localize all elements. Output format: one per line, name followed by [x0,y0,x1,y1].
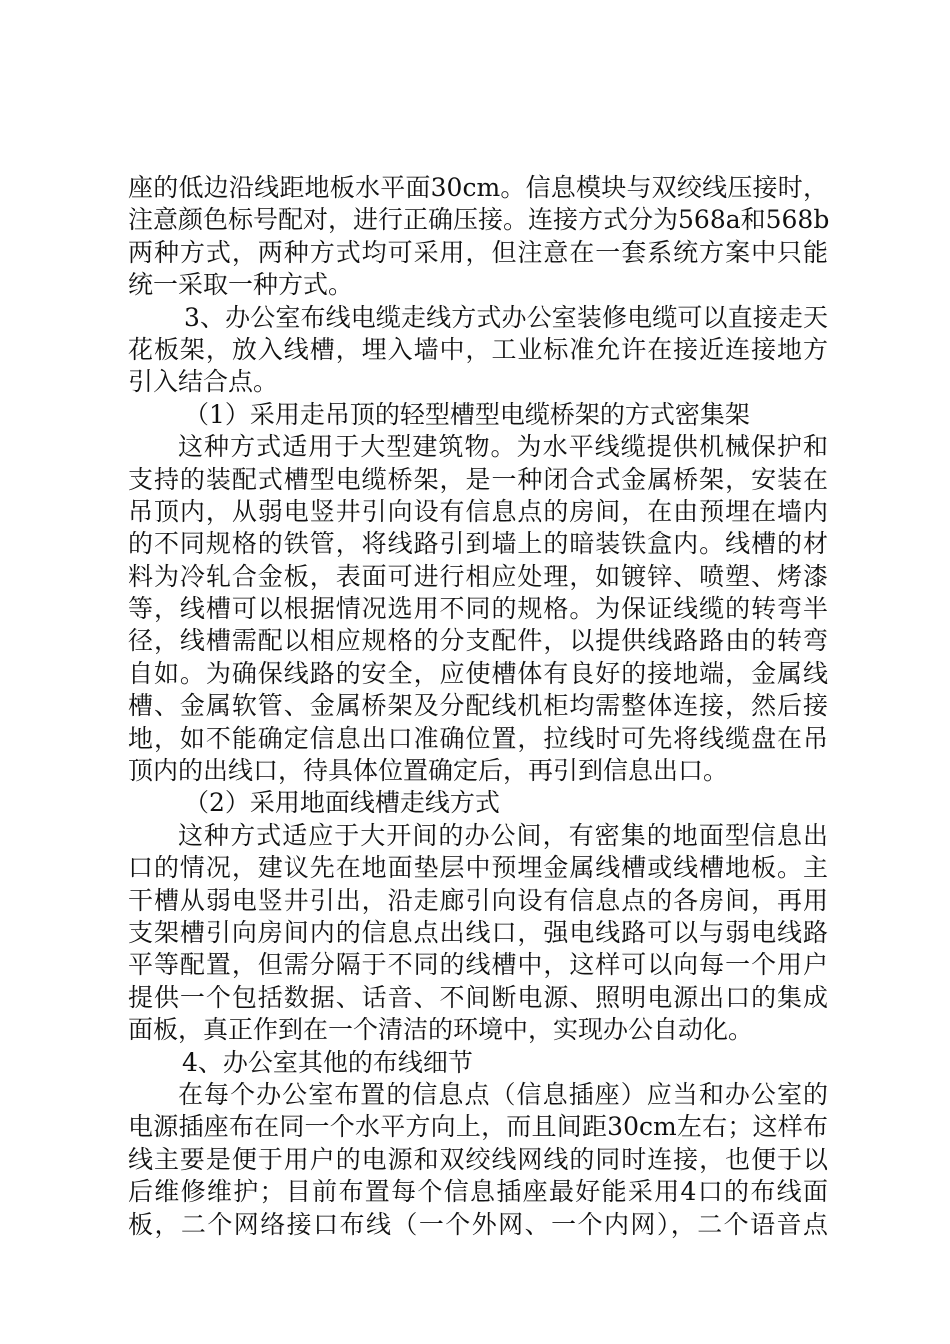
subsection-heading-1: （1）采用走吊顶的轻型槽型电缆桥架的方式密集架 [184,399,750,429]
text-line: 电源插座布在同一个水平方向上，而且间距30cm左右；这样布 [128,1112,828,1142]
text-line: 提供一个包括数据、话音、不间断电源、照明电源出口的集成 [128,982,828,1012]
text-line: 后维修维护；目前布置每个信息插座最好能采用4口的布线面 [128,1177,828,1207]
text-line: 这种方式适用于大型建筑物。为水平线缆提供机械保护和 [178,432,828,462]
subsection-heading-2: （2）采用地面线槽走线方式 [184,788,500,818]
text-line: 两种方式，两种方式均可采用，但注意在一套系统方案中只能 [128,237,828,267]
text-line: 座的低边沿线距地板水平面30cm。信息模块与双绞线压接时， [128,173,828,202]
text-line: 线主要是便于用户的电源和双绞线网线的同时连接，也便于以 [128,1144,828,1174]
text-line: 自如。为确保线路的安全，应使槽体有良好的接地端，金属线 [128,658,828,688]
text-line: 等，线槽可以根据情况选用不同的规格。为保证线缆的转弯半 [128,594,828,624]
text-line: 料为冷轧合金板，表面可进行相应处理，如镀锌、喷塑、烤漆 [128,561,828,591]
text-line: 注意颜色标号配对，进行正确压接。连接方式分为568a和568b [128,205,830,235]
text-line: 支架槽引向房间内的信息点出线口，强电线路可以与弱电线路 [128,917,828,947]
text-line: 统一采取一种方式。 [128,270,354,300]
text-line: 花板架，放入线槽，埋入墙中，工业标准允许在接近连接地方 [128,334,828,364]
text-line: 面板，真正作到在一个清洁的环境中，实现办公自动化。 [128,1015,754,1045]
text-line: 干槽从弱电竖井引出，沿走廊引向设有信息点的各房间，再用 [128,885,828,915]
text-line: 支持的装配式槽型电缆桥架，是一种闭合式金属桥架，安装在 [128,464,828,494]
section-heading-4: 4、办公室其他的布线细节 [182,1047,473,1077]
text-line: 这种方式适应于大开间的办公间，有密集的地面型信息出 [178,820,828,850]
text-line: 板，二个网络接口布线（一个外网、一个内网），二个语音点 [128,1209,828,1239]
text-line: 的不同规格的铁管，将线路引到墙上的暗装铁盒内。线槽的材 [128,529,828,559]
text-line: 地，如不能确定信息出口准确位置，拉线时可先将线缆盘在吊 [128,723,828,753]
section-heading-3: 3、办公室布线电缆走线方式办公室装修电缆可以直接走天 [184,302,828,332]
text-line: 引入结合点。 [128,367,279,397]
text-line: 顶内的出线口，待具体位置确定后，再引到信息出口。 [128,756,729,786]
document-body [128,172,828,1241]
text-line: 口的情况，建议先在地面垫层中预埋金属线槽或线槽地板。主 [128,853,828,883]
text-line: 吊顶内，从弱电竖井引向设有信息点的房间，在由预埋在墙内 [128,496,828,526]
text-line: 在每个办公室布置的信息点（信息插座）应当和办公室的 [178,1079,828,1109]
text-line: 平等配置，但需分隔于不同的线槽中，这样可以向每一个用户 [128,950,828,980]
text-line: 径，线槽需配以相应规格的分支配件，以提供线路路由的转弯 [128,626,828,656]
text-line: 槽、金属软管、金属桥架及分配线机柜均需整体连接，然后接 [128,691,828,721]
